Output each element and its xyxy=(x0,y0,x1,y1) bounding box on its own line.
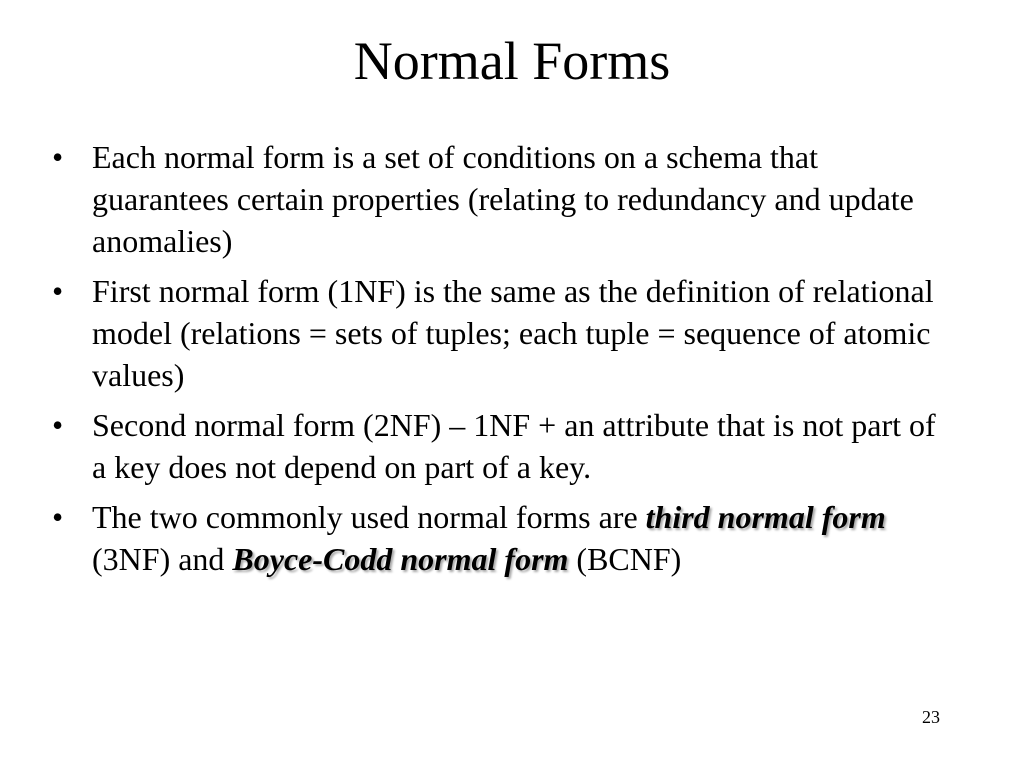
bullet-list xyxy=(52,136,952,588)
bullet-text-middle: (3NF) and xyxy=(92,541,233,577)
bullet-text: Each normal form is a set of conditions on a schema that guarantees certain properties (relating to redundancy and update anomalies) xyxy=(92,139,914,259)
slide-title: Normal Forms xyxy=(353,31,671,91)
bullet-dot-icon: • xyxy=(52,139,64,175)
bullet-text-before: The two commonly used normal forms are xyxy=(92,499,646,535)
bullet-text: Second normal form (2NF) – 1NF + an attribute that is not part of a key does not depend on part of a key. xyxy=(92,407,936,485)
bullet-text: First normal form (1NF) is the same as the definition of relational model (relations = sets of tuples; each tuple = sequence of atomic values) xyxy=(92,273,934,393)
bullet-text-after: (BCNF) xyxy=(568,541,682,577)
bullet-dot-icon: • xyxy=(52,499,64,535)
bullet-dot-icon: • xyxy=(52,273,64,309)
bullet-item xyxy=(52,496,952,580)
bullet-item xyxy=(52,270,952,396)
page-number: 23 xyxy=(922,707,940,727)
bullet-dot-icon: • xyxy=(52,407,64,443)
emphasis-bcnf: Boyce-Codd normal form xyxy=(232,541,569,577)
bullet-item xyxy=(52,136,952,262)
emphasis-third-normal-form: third normal form xyxy=(645,499,886,535)
bullet-item xyxy=(52,404,952,488)
